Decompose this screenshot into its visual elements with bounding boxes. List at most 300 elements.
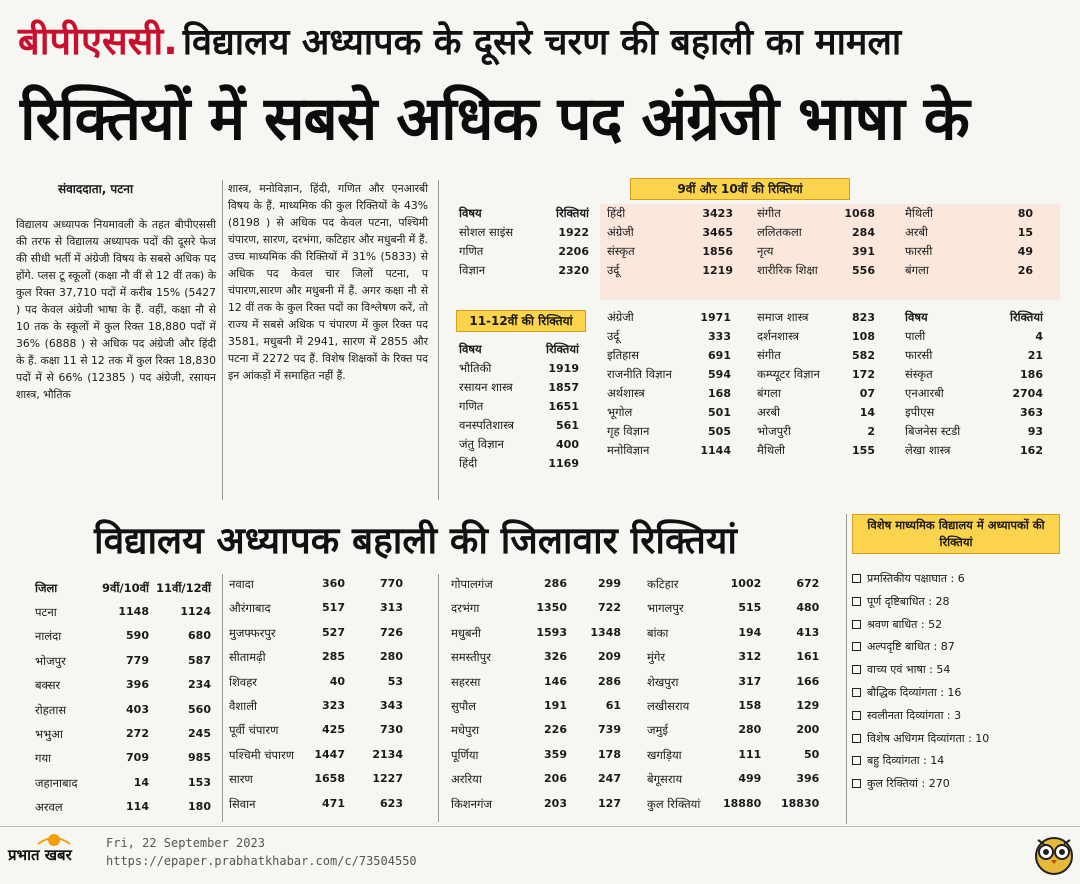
count: 284 xyxy=(852,226,875,239)
table-row xyxy=(226,596,406,620)
district: वैशाली xyxy=(229,699,257,714)
subject: बंगला xyxy=(757,386,781,400)
item-label: बहु दिव्यांगता : 14 xyxy=(867,754,945,768)
count: 1068 xyxy=(844,207,875,220)
subject: गणित xyxy=(459,244,484,258)
count: 162 xyxy=(1020,444,1043,457)
subject: बिजनेस स्टडी xyxy=(905,424,961,438)
count: 425 xyxy=(322,723,345,737)
checkbox-square-icon xyxy=(852,779,861,788)
table-row xyxy=(902,223,1036,242)
subject: भोजपुरी xyxy=(757,424,791,438)
district: नालंदा xyxy=(35,629,62,644)
count: 2134 xyxy=(372,747,403,761)
table-row xyxy=(604,403,734,422)
table-row xyxy=(226,792,406,816)
count: 680 xyxy=(188,629,211,643)
table-row xyxy=(604,261,736,280)
subject: जंतु विज्ञान xyxy=(459,437,504,451)
subject: नृत्य xyxy=(757,244,774,258)
item-label: कुल रिक्तियां : 270 xyxy=(867,777,950,791)
count: 317 xyxy=(738,674,762,688)
count: 186 xyxy=(1020,368,1043,381)
table-row xyxy=(448,743,624,767)
subject: एनआरबी xyxy=(905,386,944,400)
table-row xyxy=(754,308,878,327)
subject: अंग्रेजी xyxy=(607,225,634,239)
table-row xyxy=(32,746,214,770)
subject: अरबी xyxy=(905,225,929,239)
table-row xyxy=(448,645,624,669)
prabhat-khabar-logo xyxy=(6,832,102,872)
count: 161 xyxy=(796,650,820,664)
column-divider xyxy=(438,180,439,500)
article-column-2: शास्त्र, मनोविज्ञान, हिंदी, गणित और एनआरबी विषय के हैं. माध्यमिक की कुल रिक्तियों के 43% (8198 ) से अधिक पद केवल पटना, पश्चिमी चंपारण, सारण, दरभंगा, कटिहार और मधुबनी में हैं. उच्च माध्यमिक की रिक्तियों में 31% (5833) से अधिक पद केवल चार जिलों पटना, प चंपारण,सारण और मधुबनी में हैं. अगर कक्षा नौ से 12 वीं तक के कुल रिक्त पदों का विश्लेषण करें, तो राज्य में सबसे अधिक प चंपारण में कुल रिक्त पद 3581, मधुबनी में 2941, सारण में 2855 और पटना में 2272 पद हैं. विशेष शिक्षकों के रिक्त पद इन आंकड़ों में समाहित नहीं हैं. xyxy=(228,182,428,382)
count: 312 xyxy=(738,650,762,664)
count: 1658 xyxy=(314,772,345,786)
source-url[interactable]: https://epaper.prabhatkhabar.com/c/73504550 xyxy=(106,854,417,868)
count: 155 xyxy=(852,444,875,457)
district: भभुआ xyxy=(35,727,63,742)
count: 1169 xyxy=(548,457,579,470)
count: 226 xyxy=(544,723,567,737)
district: पूर्वी चंपारण xyxy=(229,723,279,738)
district-table-col1 xyxy=(32,576,214,820)
count: 1219 xyxy=(702,264,733,277)
district: गोपालगंज xyxy=(451,577,493,591)
table-row xyxy=(644,596,822,620)
owl-icon xyxy=(1032,828,1076,876)
table-row xyxy=(226,767,406,791)
subject: दर्शनशास्त्र xyxy=(757,329,799,343)
count: 286 xyxy=(544,577,567,590)
count: 691 xyxy=(708,349,731,362)
table-row xyxy=(448,792,624,816)
count: 400 xyxy=(556,438,579,451)
table-row xyxy=(754,422,878,441)
count: 672 xyxy=(796,577,820,590)
table-row xyxy=(754,384,878,403)
count: 985 xyxy=(188,751,211,765)
count: 114 xyxy=(126,800,149,814)
count: 61 xyxy=(605,699,621,713)
district: मधुबनी xyxy=(451,625,481,640)
item-label: अल्पदृष्टि बाधित : 87 xyxy=(867,640,955,654)
count: 203 xyxy=(544,796,567,810)
district: सहरसा xyxy=(451,674,481,689)
checkbox-square-icon xyxy=(852,597,861,606)
item-label: श्रवण बाधित : 52 xyxy=(867,617,943,631)
table-row xyxy=(32,624,214,648)
table-row xyxy=(448,596,624,620)
secondary-table-col3 xyxy=(754,204,878,280)
table-row xyxy=(604,384,734,403)
checkbox-square-icon xyxy=(852,620,861,629)
count: 200 xyxy=(796,723,820,737)
subject: अर्थशास्त्र xyxy=(607,386,645,400)
table-row xyxy=(902,327,1046,346)
count: 527 xyxy=(322,625,345,639)
subject: गृह विज्ञान xyxy=(607,424,650,438)
list-item xyxy=(852,682,1060,705)
col-header: रिक्तियां xyxy=(555,206,589,220)
col-header: रिक्तियां xyxy=(545,342,579,356)
count: 14 xyxy=(133,775,149,789)
table-row xyxy=(644,670,822,694)
senior-vacancies-banner: 11-12वीं की रिक्तियां xyxy=(456,310,586,332)
count: 333 xyxy=(708,330,731,343)
count: 1919 xyxy=(548,362,579,375)
district-table-col4 xyxy=(644,572,822,816)
subject: मैथिली xyxy=(905,206,933,220)
table-row xyxy=(32,795,214,819)
count: 2320 xyxy=(558,264,589,277)
district: कुल रिक्तियां xyxy=(647,796,701,811)
table-row xyxy=(32,673,214,697)
table-row xyxy=(32,600,214,624)
count: 209 xyxy=(598,650,621,664)
subject: उर्दू xyxy=(607,329,620,343)
table-row xyxy=(644,621,822,645)
secondary-table-col1 xyxy=(456,204,592,280)
count: 1856 xyxy=(702,245,733,258)
subject: अंग्रेजी xyxy=(607,310,634,324)
subject: संस्कृत xyxy=(905,367,933,381)
subject: गणित xyxy=(459,399,484,413)
list-item xyxy=(852,659,1060,682)
subject: समाज शास्त्र xyxy=(757,310,809,324)
district: पश्चिमी चंपारण xyxy=(229,747,295,762)
count: 594 xyxy=(708,368,731,381)
table-row xyxy=(32,649,214,673)
article-column-1: विद्यालय अध्यापक नियमावली के तहत बीपीएससी की तरफ से विद्यालय अध्यापक पदों की दूसरे फेज की सीधी भर्ती में अंग्रेजी विषय के सबसे अधिक पद होंगे. प्लस टू स्कूलों (कक्षा नौ वीं से 12 वीं तक) के कुल रिक्त 37,710 पदों में करीब 15% (5427 ) पद केवल अंग्रेजी भाषा के हैं. वहीं, कक्षा नौ से 10 तक के स्कूलों में कुल रिक्त 18,880 पदों में 36% (6888 ) से अधिक पद अंग्रेजी और हिंदी के हैं. कक्षा 11 से 12 तक में कुल रिक्त 18,830 पदों में से 66% (12385 ) पद अंग्रेजी, रसायन शास्त्र, भौतिक xyxy=(16,218,216,401)
district: नवादा xyxy=(229,577,254,591)
count: 722 xyxy=(598,601,621,615)
count: 299 xyxy=(598,577,621,590)
count: 403 xyxy=(126,702,149,716)
table-row xyxy=(644,694,822,718)
senior-table-col2 xyxy=(604,308,734,460)
table-row xyxy=(754,403,878,422)
count: 280 xyxy=(380,650,403,664)
count: 53 xyxy=(387,674,403,688)
subject: पाली xyxy=(905,329,926,343)
table-row xyxy=(226,718,406,742)
list-item xyxy=(852,614,1060,637)
count: 158 xyxy=(738,699,762,713)
table-row xyxy=(604,365,734,384)
district: बेगूसराय xyxy=(647,772,683,787)
count: 739 xyxy=(598,723,621,737)
subheadline: विद्यालय अध्यापक के दूसरे चरण की बहाली का मामला xyxy=(182,22,902,63)
district: समस्तीपुर xyxy=(451,650,491,665)
count: 709 xyxy=(126,751,149,765)
district: खगड़िया xyxy=(647,747,682,762)
item-label: स्वलीनता दिव्यांगता : 3 xyxy=(867,708,962,722)
count: 49 xyxy=(1017,245,1033,258)
count: 285 xyxy=(322,650,345,664)
kicker: बीपीएससी. xyxy=(18,19,178,63)
count: 280 xyxy=(738,723,762,737)
table-row xyxy=(902,422,1046,441)
count: 21 xyxy=(1027,349,1043,362)
district: मुंगेर xyxy=(647,650,666,665)
masthead xyxy=(18,14,1068,66)
count: 245 xyxy=(188,727,211,741)
col-header: रिक्तियां xyxy=(1009,310,1043,324)
special-schools-title: विशेष माध्यमिक विद्यालय में अध्यापकों की रिक्तियां xyxy=(852,514,1060,554)
subject: कम्प्यूटर विज्ञान xyxy=(757,367,820,381)
table-row xyxy=(902,204,1036,223)
district: गया xyxy=(35,751,52,766)
table-row xyxy=(456,416,582,435)
count: 40 xyxy=(329,674,345,688)
col-header: विषय xyxy=(459,342,482,356)
count: 191 xyxy=(544,699,567,713)
table-row xyxy=(604,327,734,346)
table-row xyxy=(902,365,1046,384)
count: 326 xyxy=(544,650,567,664)
district: बक्सर xyxy=(35,678,61,693)
count: 623 xyxy=(380,796,403,810)
count: 14 xyxy=(859,406,875,419)
count: 247 xyxy=(598,772,621,786)
table-row xyxy=(226,670,406,694)
subject: इपीएस xyxy=(905,405,935,419)
district: भोजपुर xyxy=(35,653,66,668)
table-row xyxy=(644,645,822,669)
count: 15 xyxy=(1017,226,1033,239)
subject: शारीरिक शिक्षा xyxy=(757,263,818,277)
list-item xyxy=(852,636,1060,659)
count: 363 xyxy=(1020,406,1043,419)
col-header: जिला xyxy=(35,581,58,595)
table-row xyxy=(604,242,736,261)
subject: हिंदी xyxy=(459,456,478,470)
table-row xyxy=(448,718,624,742)
table-row xyxy=(448,670,624,694)
count: 726 xyxy=(380,625,403,639)
subject: लेखा शास्त्र xyxy=(905,443,951,457)
count: 146 xyxy=(544,674,567,688)
table-row xyxy=(32,698,214,722)
count: 4 xyxy=(1035,330,1043,343)
senior-table-col1 xyxy=(456,340,582,473)
subject: भूगोल xyxy=(607,405,633,419)
count: 587 xyxy=(188,653,211,667)
count: 499 xyxy=(738,772,762,786)
count: 590 xyxy=(126,629,149,643)
district: जहानाबाद xyxy=(35,775,78,790)
subject: सोशल साइंस xyxy=(459,225,514,239)
table-row xyxy=(902,261,1036,280)
table-row xyxy=(32,771,214,795)
count: 779 xyxy=(126,653,149,667)
district: भागलपुर xyxy=(647,601,684,616)
list-item xyxy=(852,750,1060,773)
count: 1350 xyxy=(536,601,567,615)
senior-table-col4 xyxy=(902,308,1046,460)
svg-text:प्रभात खबर: प्रभात खबर xyxy=(8,846,72,864)
table-row xyxy=(754,441,878,460)
col-header: 11वीं/12वीं xyxy=(156,581,211,595)
column-divider xyxy=(222,180,223,500)
district: लखीसराय xyxy=(647,699,690,714)
item-label: पूर्ण दृष्टिबाधित : 28 xyxy=(867,594,950,608)
table-row xyxy=(754,204,878,223)
count: 1651 xyxy=(548,400,579,413)
secondary-vacancies-banner: 9वीं और 10वीं की रिक्तियां xyxy=(630,178,850,200)
district: सुपौल xyxy=(451,699,477,714)
subject: भौतिकी xyxy=(459,361,492,375)
count: 556 xyxy=(852,264,875,277)
count: 1971 xyxy=(700,311,731,324)
district: अररिया xyxy=(451,772,482,787)
count: 505 xyxy=(708,425,731,438)
senior-table-col3 xyxy=(754,308,878,460)
checkbox-square-icon xyxy=(852,665,861,674)
table-row xyxy=(902,242,1036,261)
table-row xyxy=(604,346,734,365)
column-divider xyxy=(438,574,439,822)
count: 180 xyxy=(188,800,211,814)
count: 413 xyxy=(796,625,820,639)
count: 286 xyxy=(598,674,621,688)
district: जमुई xyxy=(647,723,669,738)
byline: संवाददाता, पटना xyxy=(58,182,134,196)
table-row xyxy=(604,223,736,242)
table-row xyxy=(456,242,592,261)
count: 2 xyxy=(867,425,875,438)
count: 168 xyxy=(708,387,731,400)
count: 396 xyxy=(126,678,149,692)
table-row xyxy=(448,767,624,791)
checkbox-square-icon xyxy=(852,711,861,720)
count: 480 xyxy=(796,601,820,615)
district-table-col2 xyxy=(226,572,406,816)
list-item xyxy=(852,705,1060,728)
district: शेखपुरा xyxy=(647,674,679,689)
table-row xyxy=(226,621,406,645)
count: 172 xyxy=(852,368,875,381)
count: 561 xyxy=(556,419,579,432)
count: 770 xyxy=(380,577,403,590)
district: सारण xyxy=(229,772,253,787)
headline: रिक्तियों में सबसे अधिक पद अंग्रेजी भाषा के xyxy=(20,84,969,154)
district: सिवान xyxy=(229,796,256,811)
count: 1144 xyxy=(700,444,731,457)
district: सीतामढ़ी xyxy=(229,650,266,665)
subject: मनोविज्ञान xyxy=(607,443,650,457)
count: 1002 xyxy=(730,577,762,590)
count: 560 xyxy=(188,702,211,716)
subject: विज्ञान xyxy=(459,263,486,277)
district: पूर्णिया xyxy=(451,747,479,762)
count: 108 xyxy=(852,330,875,343)
table-row xyxy=(604,204,736,223)
table-row xyxy=(226,572,406,596)
count: 1447 xyxy=(314,747,345,761)
count: 1922 xyxy=(558,226,589,239)
count: 178 xyxy=(598,747,621,761)
district: बांका xyxy=(647,625,669,640)
district: कटिहार xyxy=(647,577,679,591)
count: 234 xyxy=(188,678,211,692)
secondary-table-col2 xyxy=(604,204,736,280)
count: 313 xyxy=(380,601,403,615)
table-row xyxy=(754,346,878,365)
list-item xyxy=(852,591,1060,614)
table-row xyxy=(32,722,214,746)
subject: रसायन शास्त्र xyxy=(459,380,513,394)
checkbox-square-icon xyxy=(852,574,861,583)
district-section-title: विद्यालय अध्यापक बहाली की जिलावार रिक्तियां xyxy=(94,519,737,562)
list-item xyxy=(852,728,1060,751)
district: मधेपुरा xyxy=(451,723,480,738)
district: शिवहर xyxy=(229,674,258,689)
table-row xyxy=(448,621,624,645)
count: 194 xyxy=(738,625,762,639)
subject: इतिहास xyxy=(607,348,640,362)
table-row xyxy=(644,767,822,791)
col-header: विषय xyxy=(459,206,482,220)
table-row xyxy=(604,422,734,441)
count: 343 xyxy=(380,699,403,713)
column-divider xyxy=(222,574,223,822)
count: 153 xyxy=(188,775,211,789)
subject: फारसी xyxy=(905,348,933,362)
count: 80 xyxy=(1017,207,1033,220)
count: 396 xyxy=(796,772,820,786)
subject: संगीत xyxy=(757,348,781,362)
count: 1348 xyxy=(590,625,621,639)
count: 129 xyxy=(796,699,820,713)
count: 1857 xyxy=(548,381,579,394)
checkbox-square-icon xyxy=(852,734,861,743)
subject: हिंदी xyxy=(607,206,626,220)
subject: संस्कृत xyxy=(607,244,635,258)
table-row xyxy=(644,792,822,816)
district: मुजफ्फरपुर xyxy=(229,625,276,640)
count: 50 xyxy=(803,747,820,761)
table-row xyxy=(902,346,1046,365)
count: 3423 xyxy=(702,207,733,220)
count: 323 xyxy=(322,699,345,713)
secondary-table-col4 xyxy=(902,204,1036,280)
district: अरवल xyxy=(35,800,63,815)
table-row xyxy=(754,242,878,261)
count: 391 xyxy=(852,245,875,258)
table-row xyxy=(456,359,582,378)
count: 2206 xyxy=(558,245,589,258)
count: 166 xyxy=(796,674,820,688)
subject: फारसी xyxy=(905,244,933,258)
count: 272 xyxy=(126,727,149,741)
count: 823 xyxy=(852,311,875,324)
item-label: विशेष अधिगम दिव्यांगता : 10 xyxy=(867,731,990,745)
count: 1148 xyxy=(118,605,149,618)
count: 18880 xyxy=(723,796,762,810)
table-row xyxy=(754,261,878,280)
table-row xyxy=(902,384,1046,403)
item-label: बौद्धिक दिव्यांगता : 16 xyxy=(867,685,962,699)
district: रोहतास xyxy=(35,702,67,717)
list-item xyxy=(852,773,1060,796)
table-row xyxy=(754,365,878,384)
count: 2704 xyxy=(1012,387,1043,400)
list-item xyxy=(852,568,1060,591)
count: 18830 xyxy=(781,796,820,810)
